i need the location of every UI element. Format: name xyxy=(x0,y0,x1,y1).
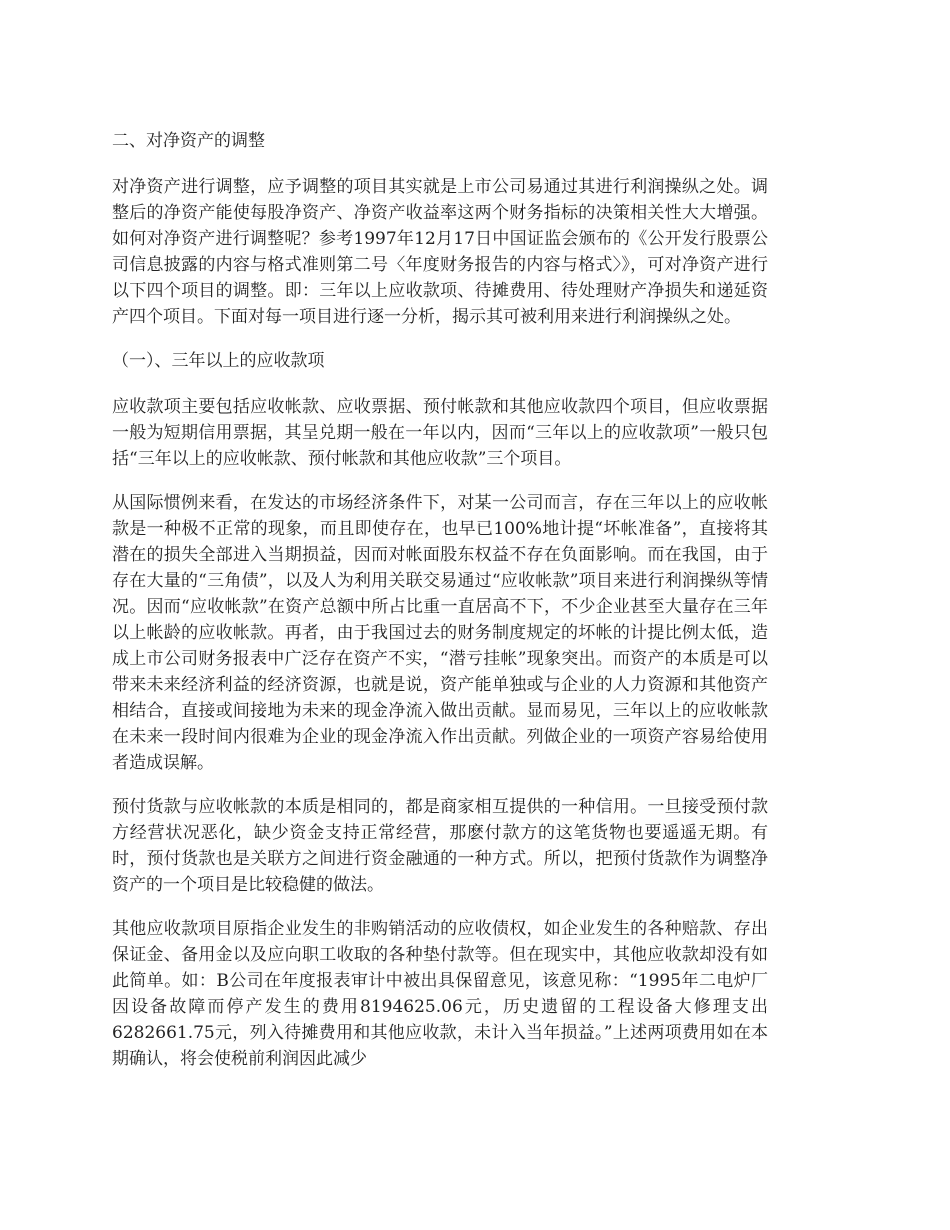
document-page xyxy=(112,128,768,1072)
paragraph-prepayments: 预付货款与应收帐款的本质是相同的，都是商家相互提供的一种信用。一旦接受预付款方经营状况恶化，缺少资金支持正常经营，那麽付款方的这笔货物也要遥遥无期。有时，预付货款也是关联方之间进行资金融通的一种方式。所以，把预付货款作为调整净资产的一个项目是比较稳健的做法。 xyxy=(112,797,768,895)
paragraph-other-receivables: 其他应收款项目原指企业发生的非购销活动的应收债权，如企业发生的各种赔款、存出保证金、备用金以及应向职工收取的各种垫付款等。但在现实中，其他应收款却没有如此简单。如：B公司在年度报表审计中被出具保留意见，该意见称：“1995年二电炉厂因设备故障而停产发生的费用8194625.06元，历史遗留的工程设备大修理支出6282661.75元，列入待摊费用和其他应收款，未计入当年损益。”上述两项费用如在本期确认，将会使税前利润因此减少 xyxy=(112,919,768,1069)
paragraph-receivables-overview: 应收款项主要包括应收帐款、应收票据、预付帐款和其他应收款四个项目，但应收票据一般为短期信用票据，其呈兑期一般在一年以内，因而“三年以上的应收款项”一般只包括“三年以上的应收帐款、预付帐款和其他应收款”三个项目。 xyxy=(112,397,768,469)
paragraph-international-practice: 从国际惯例来看，在发达的市场经济条件下，对某一公司而言，存在三年以上的应收帐款是一种极不正常的现象，而且即使存在，也早已100%地计提“坏帐准备”，直接将其潜在的损失全部进入当期损益，因而对帐面股东权益不存在负面影响。而在我国，由于存在大量的“三角债”，以及人为利用关联交易通过“应收帐款”项目来进行利润操纵等情况。因而“应收帐款”在资产总额中所占比重一直居高不下，不少企业甚至大量存在三年以上帐龄的应收帐款。再者，由于我国过去的财务制度规定的坏帐的计提比例太低，造成上市公司财务报表中广泛存在资产不实，“潜亏挂帐”现象突出。而资产的本质是可以带来未来经济利益的经济资源，也就是说，资产能单独或与企业的人力资源和其他资产相结合，直接或间接地为未来的现金净流入做出贡献。显而易见，三年以上的应收帐款在未来一段时间内很难为企业的现金净流入作出贡献。列做企业的一项资产容易给使用者造成误解。 xyxy=(112,493,768,773)
section-heading: 二、对净资产的调整 xyxy=(112,131,265,151)
subsection-heading: （一）、三年以上的应收款项 xyxy=(112,351,325,371)
intro-paragraph: 对净资产进行调整，应予调整的项目其实就是上市公司易通过其进行利润操纵之处。调整后的净资产能使每股净资产、净资产收益率这两个财务指标的决策相关性大大增强。如何对净资产进行调整呢？参考1997年12月17日中国证监会颁布的《公开发行股票公司信息披露的内容与格式准则第二号〈年度财务报告的内容与格式〉》，可对净资产进行以下四个项目的调整。即：三年以上应收款项、待摊费用、待处理财产净损失和递延资产四个项目。下面对每一项目进行逐一分析，揭示其可被利用来进行利润操纵之处。 xyxy=(112,177,768,327)
